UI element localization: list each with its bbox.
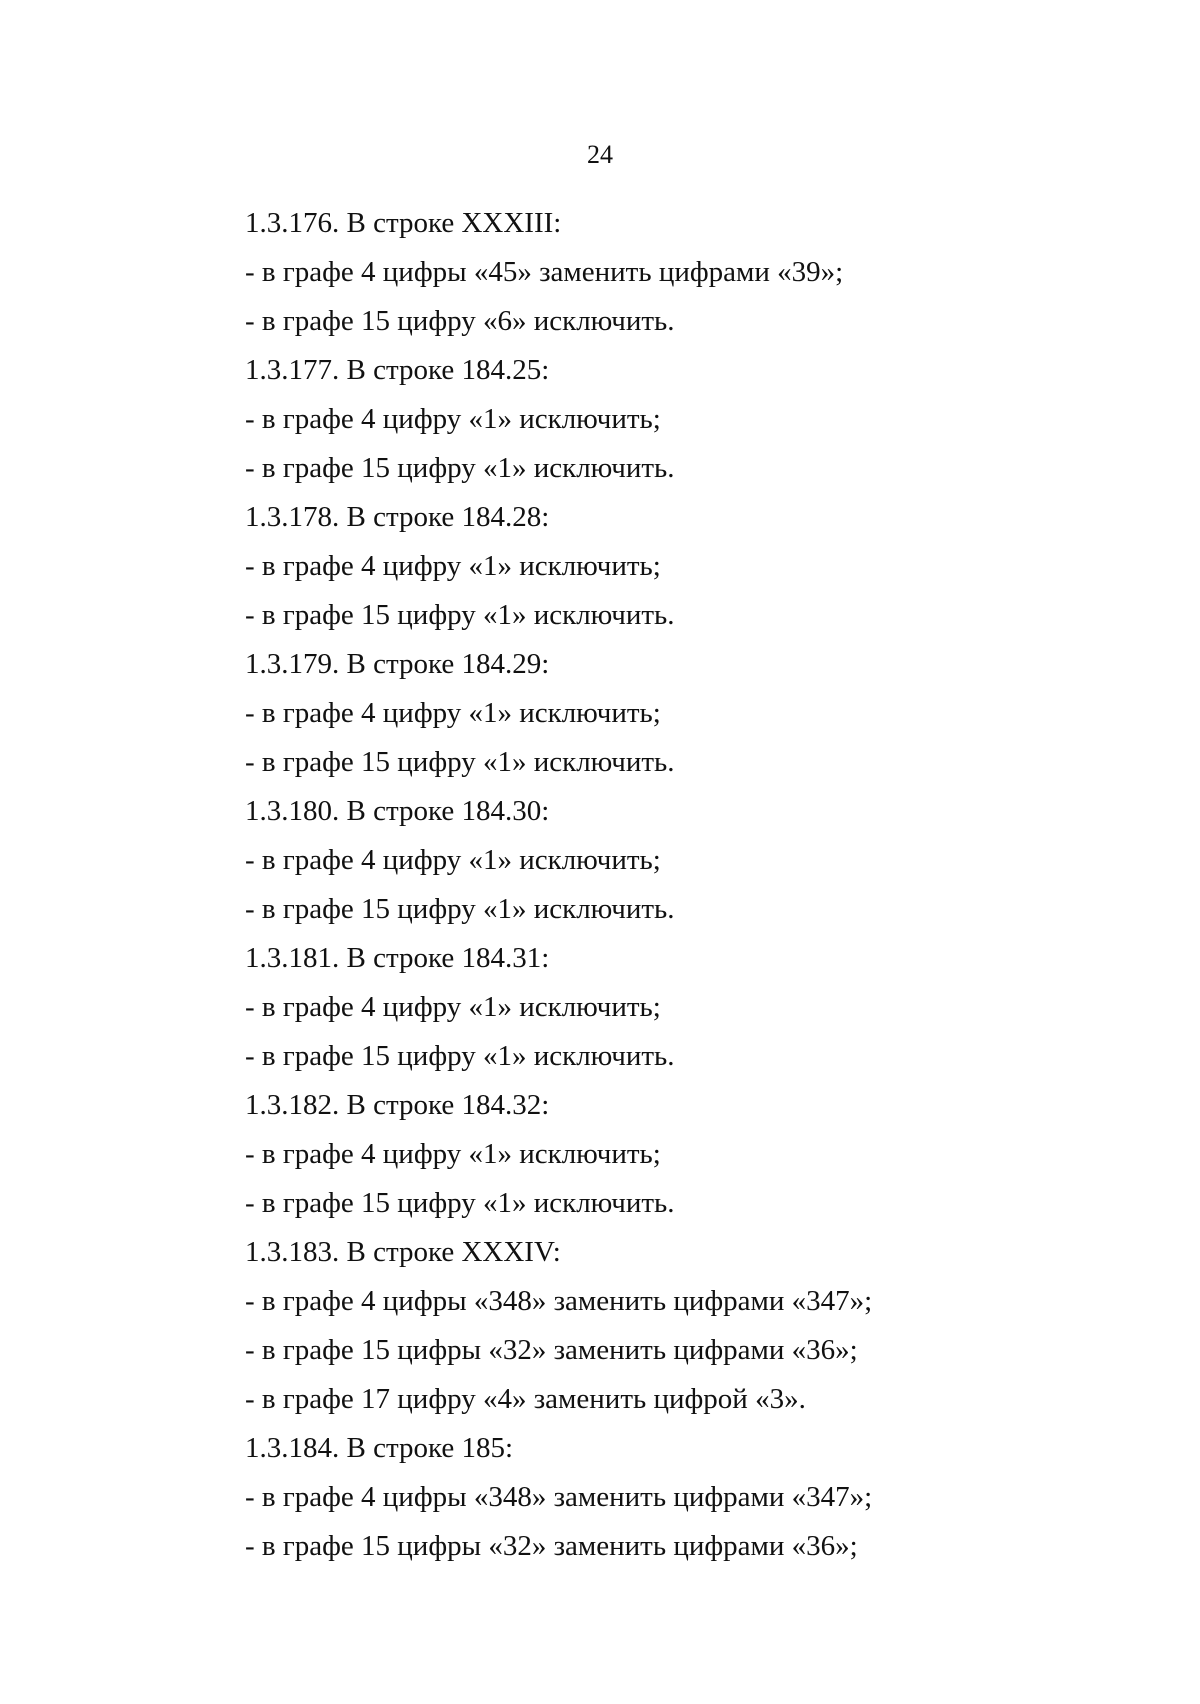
section-heading: 1.3.184. В строке 185: (245, 1432, 514, 1464)
amendment-item: - в графе 4 цифру «1» исключить; (245, 991, 661, 1023)
amendment-item: - в графе 4 цифру «1» исключить; (245, 550, 661, 582)
amendment-item: - в графе 4 цифру «1» исключить; (245, 403, 661, 435)
section-heading: 1.3.180. В строке 184.30: (245, 795, 550, 827)
amendment-item: - в графе 15 цифру «1» исключить. (245, 599, 675, 631)
document-body (245, 199, 1125, 1571)
section-heading: 1.3.178. В строке 184.28: (245, 501, 550, 533)
amendment-item: - в графе 15 цифру «1» исключить. (245, 1040, 675, 1072)
amendment-item: - в графе 15 цифру «1» исключить. (245, 452, 675, 484)
section-heading: 1.3.181. В строке 184.31: (245, 942, 550, 974)
amendment-item: - в графе 15 цифру «1» исключить. (245, 893, 675, 925)
amendment-item: - в графе 15 цифры «32» заменить цифрами «36»; (245, 1334, 858, 1366)
amendment-item: - в графе 4 цифру «1» исключить; (245, 1138, 661, 1170)
amendment-item: - в графе 15 цифру «6» исключить. (245, 305, 675, 337)
amendment-item: - в графе 4 цифры «348» заменить цифрами «347»; (245, 1285, 873, 1317)
section-heading: 1.3.183. В строке XXXIV: (245, 1236, 561, 1268)
amendment-item: - в графе 17 цифру «4» заменить цифрой «3». (245, 1383, 806, 1415)
section-heading: 1.3.177. В строке 184.25: (245, 354, 550, 386)
amendment-item: - в графе 15 цифру «1» исключить. (245, 1187, 675, 1219)
amendment-item: - в графе 4 цифры «348» заменить цифрами «347»; (245, 1481, 873, 1513)
page-number: 24 (587, 140, 613, 169)
section-heading: 1.3.176. В строке XXXIII: (245, 207, 562, 239)
section-heading: 1.3.182. В строке 184.32: (245, 1089, 550, 1121)
section-heading: 1.3.179. В строке 184.29: (245, 648, 550, 680)
amendment-item: - в графе 4 цифру «1» исключить; (245, 844, 661, 876)
amendment-item: - в графе 4 цифру «1» исключить; (245, 697, 661, 729)
amendment-item: - в графе 4 цифры «45» заменить цифрами «39»; (245, 256, 844, 288)
amendment-item: - в графе 15 цифру «1» исключить. (245, 746, 675, 778)
amendment-item: - в графе 15 цифры «32» заменить цифрами «36»; (245, 1530, 858, 1562)
